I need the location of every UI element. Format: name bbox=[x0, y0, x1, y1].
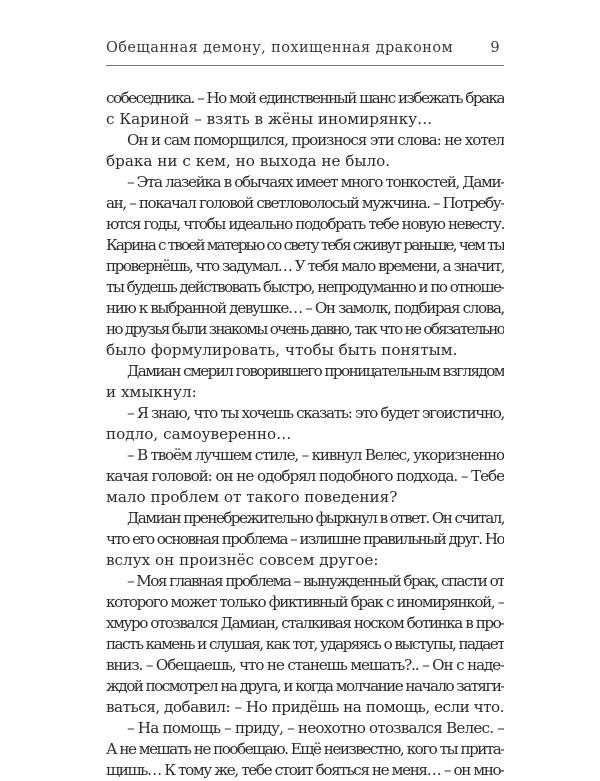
text-line: – Моя главная проблема – вынужденный брак, спасти от bbox=[127, 572, 504, 590]
text-line: ты будешь действовать быстро, непродуманно и по отноше- bbox=[106, 278, 504, 296]
text-line: хмуро отозвался Дамиан, сталкивая носком ботинка в про- bbox=[106, 614, 504, 632]
text-line: вслух он произнёс совсем другое: bbox=[106, 551, 379, 569]
text-line: вниз. – Обещаешь, что не станешь мешать?.. – Он с наде- bbox=[106, 656, 504, 674]
text-line: Он и сам поморщился, произнося эти слова: не хотел bbox=[127, 131, 504, 149]
text-line: – В твоём лучшем стиле, – кивнул Велес, укоризненно bbox=[127, 446, 504, 464]
text-line: мало проблем от такого поведения? bbox=[106, 488, 398, 506]
page-number: 9 bbox=[490, 40, 500, 56]
text-line: нию к выбранной девушке… – Он замолк, подбирая слова, bbox=[106, 299, 504, 317]
running-title: Обещанная демону, похищенная драконом bbox=[106, 40, 454, 56]
text-line: которого может только фиктивный брак с иномирянкой, – bbox=[106, 593, 504, 611]
text-line: – Эта лазейка в обычаях имеет много тонкостей, Дами- bbox=[127, 173, 504, 191]
text-line: с Кариной – взять в жёны иномирянку… bbox=[106, 110, 433, 128]
text-line: Дамиан смерил говорившего проницательным взглядом bbox=[127, 362, 504, 380]
text-line: провернёшь, что задумал… У тебя мало времени, а значит, bbox=[106, 257, 504, 275]
text-line: пасть камень и слушая, как тот, ударяясь о выступы, падает bbox=[106, 635, 504, 653]
text-line: ждой посмотрел на друга, и когда молчание начало затяги- bbox=[106, 677, 504, 695]
text-line: ваться, добавил: – Но придёшь на помощь, если что. bbox=[106, 698, 504, 716]
header-divider bbox=[106, 65, 504, 66]
text-line: Дамиан пренебрежительно фыркнул в ответ. Он считал, bbox=[127, 509, 504, 527]
running-header bbox=[106, 38, 504, 64]
text-line: брака ни с кем, но выхода не было. bbox=[106, 152, 391, 170]
page-body bbox=[106, 88, 504, 781]
text-line: было формулировать, чтобы быть понятым. bbox=[106, 341, 458, 359]
text-line: и хмыкнул: bbox=[106, 383, 197, 401]
text-line: качая головой: он не одобрял подобного подхода. – Тебе bbox=[106, 467, 504, 485]
text-line: – На помощь – приду, – неохотно отозвался Велес. – bbox=[127, 719, 504, 737]
text-line: ан, – покачал головой светловолосый мужчина. – Потребу- bbox=[106, 194, 504, 212]
text-line: ются годы, чтобы идеально подобрать тебе новую невесту. bbox=[106, 215, 504, 233]
text-line: Карина с твоей матерью со свету тебя сживут раньше, чем ты bbox=[106, 236, 504, 254]
text-line: А не мешать не пообещаю. Ещё неизвестно, кого ты прита- bbox=[106, 740, 504, 758]
text-line: щишь… К тому же, тебе стоит бояться не меня… – он мно- bbox=[106, 761, 504, 779]
text-line: – Я знаю, что ты хочешь сказать: это будет эгоистично, bbox=[127, 404, 504, 422]
text-line: подло, самоуверенно… bbox=[106, 425, 292, 443]
text-line: собеседника. – Но мой единственный шанс избежать брака bbox=[106, 89, 504, 107]
text-line: что его основная проблема – излишне правильный друг. Но bbox=[106, 530, 504, 548]
text-line: но друзья были знакомы очень давно, так что не обязательно bbox=[106, 320, 504, 338]
